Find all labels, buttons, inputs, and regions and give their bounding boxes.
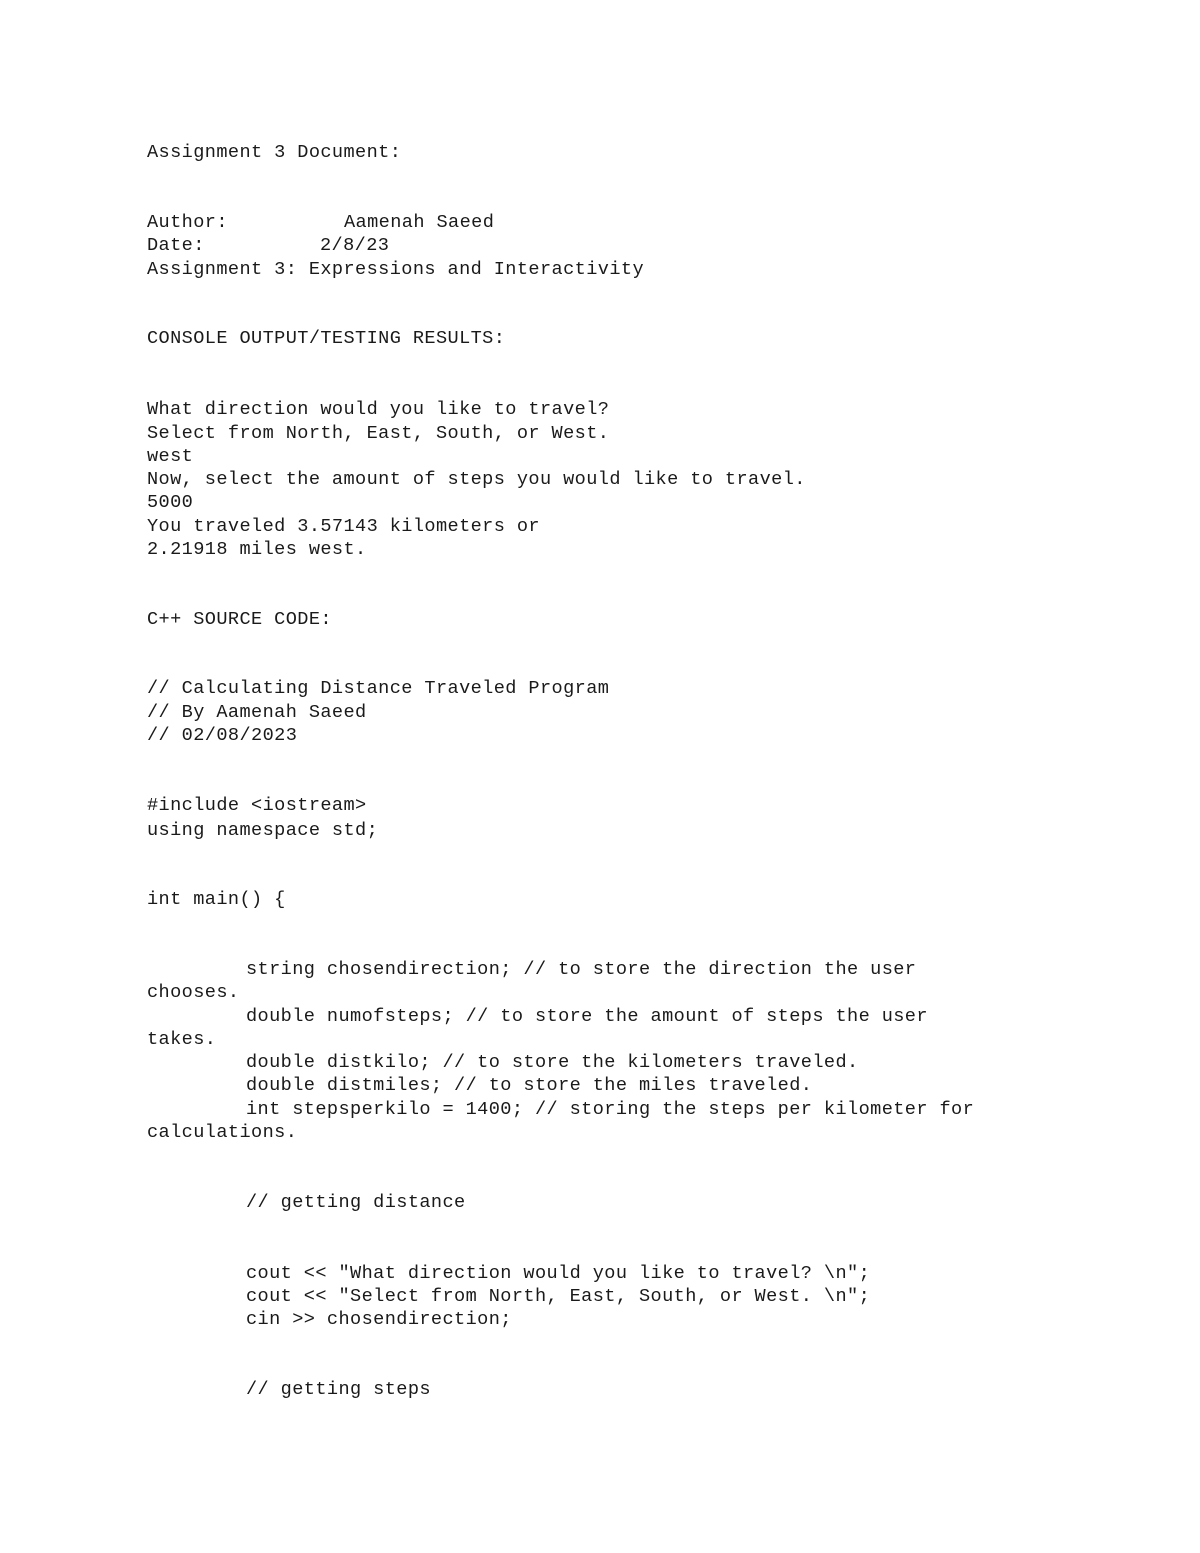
date-value: 2/8/23 (320, 235, 390, 256)
console-section-title: CONSOLE OUTPUT/TESTING RESULTS: (147, 328, 506, 349)
code-comment: // getting steps (246, 1379, 431, 1400)
code-main-decl: int main() { (147, 889, 286, 910)
console-line: west (147, 446, 194, 467)
code-line-wrap: takes. (147, 1029, 217, 1050)
code-comment: // By Aamenah Saeed (147, 702, 367, 723)
code-comment: // 02/08/2023 (147, 725, 298, 746)
code-line: double numofsteps; // to store the amount of steps the user (246, 1006, 928, 1027)
console-line: Now, select the amount of steps you would like to travel. (147, 469, 806, 490)
code-include: #include <iostream> (147, 795, 367, 816)
code-line-wrap: chooses. (147, 982, 240, 1003)
code-comment: // getting distance (246, 1192, 466, 1213)
console-line: You traveled 3.57143 kilometers or (147, 516, 540, 537)
code-comment: // Calculating Distance Traveled Program (147, 678, 610, 699)
console-line: What direction would you like to travel? (147, 399, 610, 420)
code-line: double distkilo; // to store the kilometers traveled. (246, 1052, 859, 1073)
code-line: cin >> chosendirection; (246, 1309, 512, 1330)
code-line: double distmiles; // to store the miles traveled. (246, 1075, 813, 1096)
source-section-title: C++ SOURCE CODE: (147, 609, 332, 630)
author-label: Author: (147, 212, 228, 233)
console-line: 5000 (147, 492, 194, 513)
code-using: using namespace std; (147, 820, 379, 841)
console-line: 2.21918 miles west. (147, 539, 367, 560)
code-line-wrap: calculations. (147, 1122, 298, 1143)
assignment-line: Assignment 3: Expressions and Interactivity (147, 259, 644, 280)
console-line: Select from North, East, South, or West. (147, 423, 610, 444)
code-line: cout << "What direction would you like to travel? \n"; (246, 1263, 871, 1284)
document-heading: Assignment 3 Document: (147, 142, 402, 163)
code-line: cout << "Select from North, East, South, or West. \n"; (246, 1286, 871, 1307)
date-label: Date: (147, 235, 205, 256)
author-value: Aamenah Saeed (344, 212, 495, 233)
code-line: string chosendirection; // to store the direction the user (246, 959, 917, 980)
code-line: int stepsperkilo = 1400; // storing the steps per kilometer for (246, 1099, 975, 1120)
